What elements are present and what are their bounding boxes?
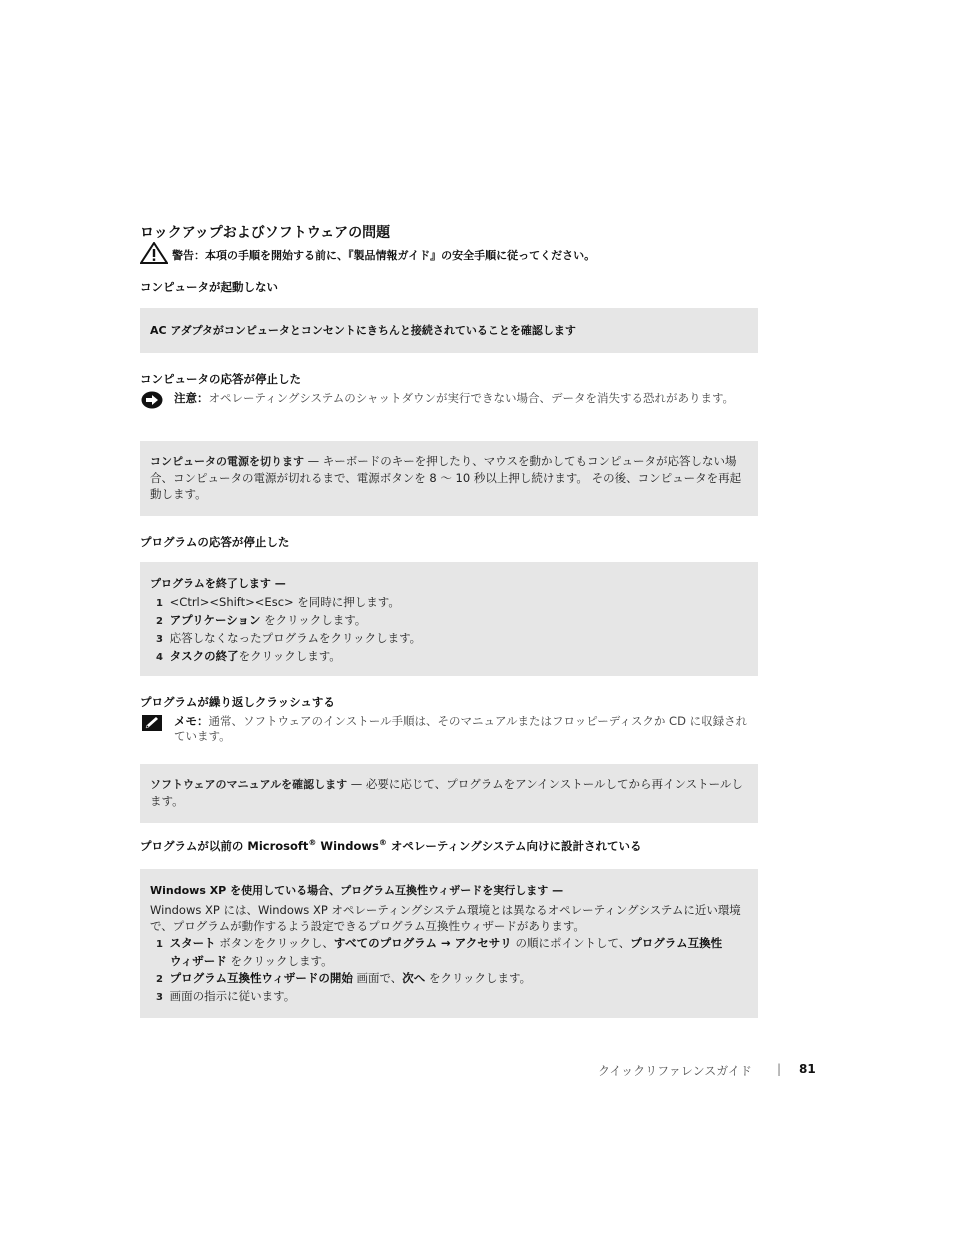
list-item: 3 画面の指示に従います。 [156,989,296,1003]
warning-label: 警告： [172,249,205,262]
warning-text: 本項の手順を開始する前に、『製品情報ガイド』の安全手順に従ってください。 [205,249,596,262]
memo-pencil-icon [141,714,163,736]
box-compat-wizard [140,869,758,1018]
section-title: ロックアップおよびソフトウェアの問題 [140,225,391,241]
list-item: 2 アプリケーション をクリックします。 [156,613,367,627]
box-power-off [140,441,758,516]
caution-label: 注意： [174,391,209,405]
list-item: 1 スタート ボタンをクリックし、すべてのプログラム → アクセサリ の順にポイントして、プログラム互換性 [156,936,723,950]
heading-not-responding: コンピュータの応答が停止した [140,372,301,386]
list-item: 1 <Ctrl><Shift><Esc> を同時に押します。 [156,595,400,609]
list-item: 3 応答しなくなったプログラムをクリックします。 [156,631,422,645]
memo-label: メモ： [174,714,209,728]
box-end-program [140,562,758,676]
list-item: 4 タスクの終了をクリックします。 [156,649,341,663]
heading-program-not-responding: プログラムの応答が停止した [140,535,290,549]
box-no-boot-text: AC アダプタがコンピュータとコンセントにきちんと接続されていることを確認します [150,324,576,337]
registered-mark: ® [378,838,387,848]
list-item: 2 プログラム互換性ウィザードの開始 画面で、次へ をクリックします。 [156,971,532,985]
box-check-manual-text: — 必要に応じて、プログラムをアンインストールしてから再インストールします。 [150,777,743,808]
box-check-manual [140,764,758,823]
box-power-off-text: — キーボードのキーを押したり、マウスを動かしてもコンピュータが応答しない場合、コンピュータの電源が切れるまで、電源ボタンを 8 〜 10 秒以上押し続けます。 その後、コンピュータを再起動します。 [150,454,742,501]
memo-notice [140,714,758,746]
heading-no-boot: コンピュータが起動しない [140,280,278,294]
list-item: ウィザード をクリックします。 [170,954,333,968]
footer-separator: | [777,1062,782,1076]
warning-triangle-icon [140,242,168,268]
heading-older-windows: プログラムが以前の Microsoft® Windows® オペレーティングシステム向けに設計されている [140,838,642,853]
memo-text: 通常、ソフトウェアのインストール手順は、そのマニュアルまたはフロッピーディスクか CD に収録されています。 [174,714,748,743]
page-number: 81 [799,1062,816,1076]
caution-text: オペレーティングシステムのシャットダウンが実行できない場合、データを消失する恐れがあります。 [208,391,735,405]
registered-mark: ® [308,838,317,848]
box-compat-wizard-text: Windows XP には、Windows XP オペレーティングシステム環境とは異なるオペレーティングシステムに近い環境で、プログラムが動作するよう設定できるプログラム互換性ウィザードがあります。 [150,903,741,933]
warning-notice [140,242,760,264]
box-check-manual-title: ソフトウェアのマニュアルを確認します [150,778,348,791]
box-power-off-title: コンピュータの電源を切ります [150,455,304,468]
box-no-boot [140,308,758,353]
heading-program-crashes: プログラムが繰り返しクラッシュする [140,695,335,709]
caution-arrow-icon [141,391,163,413]
box-end-program-title: プログラムを終了します — [150,577,286,590]
caution-notice [140,391,758,425]
box-compat-wizard-title: Windows XP を使用している場合、プログラム互換性ウィザードを実行します — [150,884,564,897]
footer-guide-name: クイックリファレンスガイド [598,1064,752,1078]
